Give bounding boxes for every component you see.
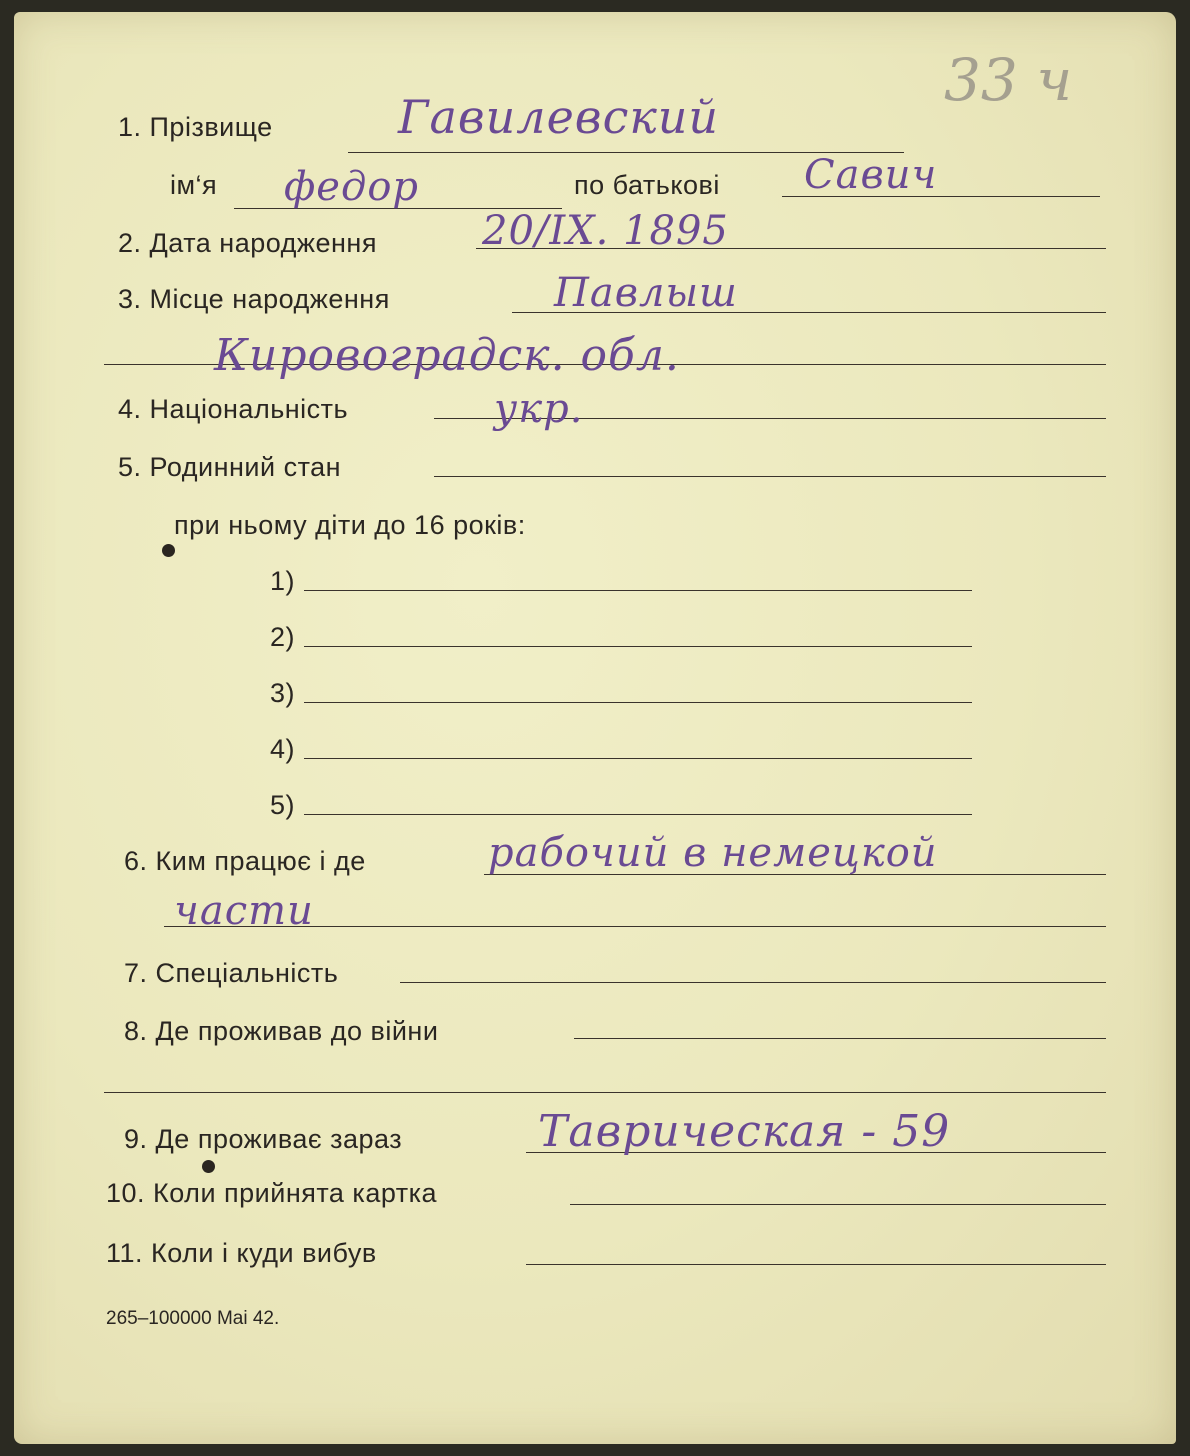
- marital-status-line: [434, 476, 1106, 477]
- birth-place-label: 3. Місце народження: [118, 284, 390, 314]
- child-4-label: 4): [270, 734, 296, 764]
- child-1-label: 1): [270, 566, 296, 596]
- first-name-value[interactable]: федор: [284, 164, 420, 210]
- child-3-line: [304, 702, 972, 703]
- current-residence-label: 9. Де проживає зараз: [124, 1124, 403, 1154]
- card-accepted-line: [570, 1204, 1106, 1205]
- nationality-label: 4. Національність: [118, 394, 349, 424]
- child-1-line: [304, 590, 972, 591]
- speciality-line: [400, 982, 1106, 983]
- current-residence-value[interactable]: Таврическая - 59: [538, 1106, 951, 1157]
- departed-line: [526, 1264, 1106, 1265]
- prewar-residence-label: 8. Де проживав до війни: [124, 1016, 439, 1046]
- birth-place-value[interactable]: Павлыш: [554, 270, 738, 316]
- departed-label: 11. Коли і куди вибув: [106, 1238, 377, 1268]
- nationality-value[interactable]: укр.: [494, 386, 584, 432]
- pencil-annotation: 33 ч: [944, 46, 1073, 114]
- prewar-residence-line: [574, 1038, 1106, 1039]
- punch-hole: [202, 1160, 215, 1173]
- birth-place-value-line-2[interactable]: Кировоградск. обл.: [214, 330, 680, 381]
- patronymic-label: по батькові: [574, 170, 720, 200]
- marital-status-label: 5. Родинний стан: [118, 452, 342, 482]
- birth-date-label: 2. Дата народження: [118, 228, 377, 258]
- occupation-value-line-2[interactable]: части: [174, 888, 314, 934]
- card-accepted-label: 10. Коли прийнята картка: [106, 1178, 438, 1208]
- registration-card: [14, 12, 1176, 1444]
- child-2-label: 2): [270, 622, 296, 652]
- patronymic-value[interactable]: Савич: [804, 152, 938, 198]
- child-3-label: 3): [270, 678, 296, 708]
- child-4-line: [304, 758, 972, 759]
- surname-label: 1. Прізвище: [118, 112, 273, 142]
- birth-date-value[interactable]: 20/IX. 1895: [482, 208, 729, 254]
- first-name-label: ім‘я: [170, 170, 218, 200]
- child-2-line: [304, 646, 972, 647]
- occupation-label: 6. Ким працює і де: [124, 846, 366, 876]
- child-5-line: [304, 814, 972, 815]
- children-label: при ньому діти до 16 років:: [174, 510, 526, 540]
- print-run-footer: 265–100000 Mai 42.: [106, 1308, 280, 1329]
- speciality-label: 7. Спеціальність: [124, 958, 339, 988]
- occupation-value[interactable]: рабочий в немецкой: [488, 830, 938, 876]
- surname-value[interactable]: Гавилевский: [398, 90, 720, 144]
- punch-hole: [162, 544, 175, 557]
- child-5-label: 5): [270, 790, 296, 820]
- prewar-residence-line-2: [104, 1092, 1106, 1093]
